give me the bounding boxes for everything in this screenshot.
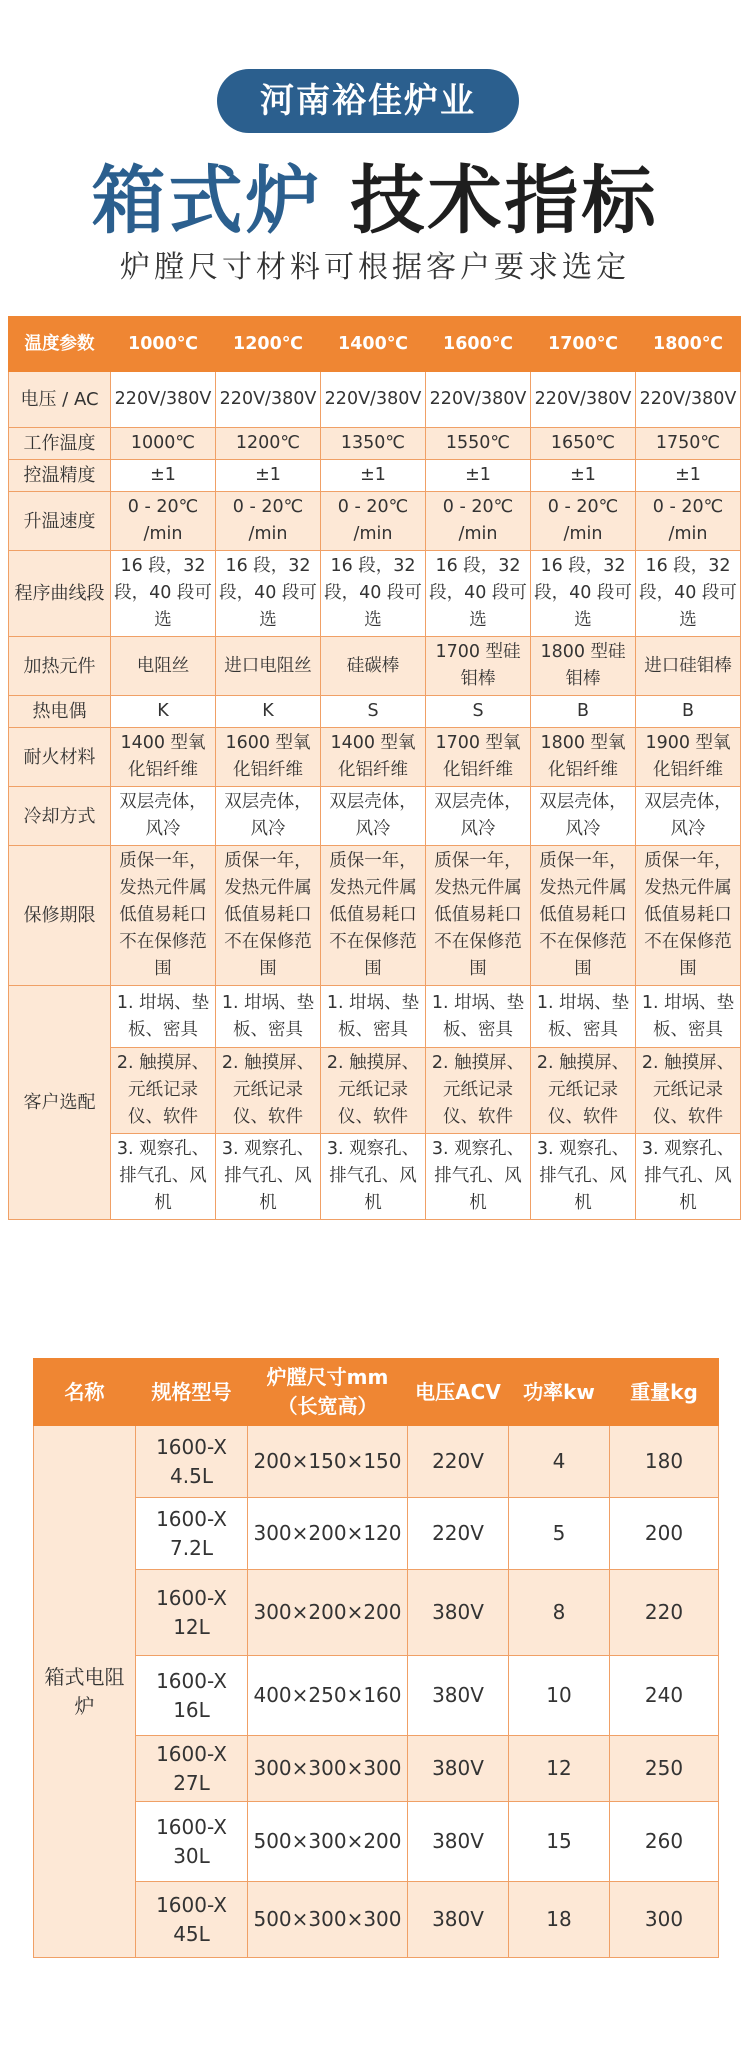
spec-cell: 硅碳棒: [321, 637, 426, 696]
model-size-cell: 300×300×300: [248, 1736, 408, 1802]
spec-cell: 16 段，32 段，40 段可选: [531, 551, 636, 637]
spec-cell: 0 - 20℃ /min: [111, 492, 216, 551]
spec-option-cell: 1. 坩埚、垫板、密具: [111, 986, 216, 1048]
spec-option-cell: 2. 触摸屏、元纸记录仪、软件: [216, 1048, 321, 1134]
spec-cell: 双层壳体，风冷: [216, 787, 321, 846]
spec-header-row: [9, 317, 741, 372]
spec-cell: K: [111, 696, 216, 728]
model-voltage-cell: 380V: [408, 1656, 509, 1736]
model-name-cell: 箱式电阻炉: [34, 1426, 136, 1958]
spec-option-cell: 2. 触摸屏、元纸记录仪、软件: [321, 1048, 426, 1134]
model-weight-cell: 260: [610, 1802, 719, 1882]
spec-row-label: 客户选配: [9, 986, 111, 1220]
model-table-body: [34, 1426, 719, 1958]
model-power-cell: 4: [509, 1426, 610, 1498]
spec-option-cell: 3. 观察孔、排气孔、风机: [216, 1134, 321, 1220]
model-table: [33, 1358, 719, 1958]
spec-cell: 220V/380V: [636, 372, 741, 428]
model-voltage-cell: 220V: [408, 1426, 509, 1498]
spec-cell: 质保一年，发热元件属低值易耗口不在保修范围: [321, 846, 426, 986]
spec-option-row: [9, 1134, 741, 1220]
spec-cell: 1700 型硅钼棒: [426, 637, 531, 696]
spec-column-header: 1600℃: [426, 317, 531, 372]
page-header: [0, 0, 750, 315]
spec-cell: 16 段，32 段，40 段可选: [636, 551, 741, 637]
model-row: [34, 1498, 719, 1570]
model-spec-cell: 1600-X 16L: [136, 1656, 248, 1736]
spec-option-cell: 3. 观察孔、排气孔、风机: [636, 1134, 741, 1220]
spec-row-label: 升温速度: [9, 492, 111, 551]
model-weight-cell: 240: [610, 1656, 719, 1736]
spec-cell: 0 - 20℃ /min: [531, 492, 636, 551]
spec-cell: 1900 型氧化铝纤维: [636, 728, 741, 787]
spec-option-cell: 1. 坩埚、垫板、密具: [636, 986, 741, 1048]
spec-row: [9, 372, 741, 428]
model-column-header: 规格型号: [136, 1359, 248, 1426]
model-power-cell: 15: [509, 1802, 610, 1882]
spec-cell: 0 - 20℃ /min: [426, 492, 531, 551]
spec-cell: 16 段，32 段，40 段可选: [216, 551, 321, 637]
spec-cell: 0 - 20℃ /min: [321, 492, 426, 551]
spec-row: [9, 637, 741, 696]
model-column-header: 重量kg: [610, 1359, 719, 1426]
spec-cell: 1550℃: [426, 428, 531, 460]
model-row: [34, 1656, 719, 1736]
model-power-cell: 5: [509, 1498, 610, 1570]
spec-table-body: [9, 372, 741, 1220]
spec-cell: 1400 型氧化铝纤维: [321, 728, 426, 787]
model-voltage-cell: 380V: [408, 1802, 509, 1882]
spec-cell: ±1: [111, 460, 216, 492]
spec-row: [9, 428, 741, 460]
spec-cell: K: [216, 696, 321, 728]
model-row: [34, 1882, 719, 1958]
title-part-2: 技术指标: [350, 158, 659, 244]
spec-option-cell: 1. 坩埚、垫板、密具: [531, 986, 636, 1048]
spec-cell: 0 - 20℃ /min: [636, 492, 741, 551]
model-column-header: 功率kw: [509, 1359, 610, 1426]
spec-row: [9, 492, 741, 551]
spec-cell: 1400 型氧化铝纤维: [111, 728, 216, 787]
spec-row: [9, 846, 741, 986]
model-size-cell: 500×300×200: [248, 1802, 408, 1882]
title-part-1: 箱式炉: [91, 158, 323, 244]
spec-cell: 220V/380V: [321, 372, 426, 428]
spec-row: [9, 728, 741, 787]
spec-option-cell: 2. 触摸屏、元纸记录仪、软件: [111, 1048, 216, 1134]
spec-cell: 220V/380V: [426, 372, 531, 428]
spec-cell: 1700 型氧化铝纤维: [426, 728, 531, 787]
spec-cell: 双层壳体，风冷: [321, 787, 426, 846]
model-weight-cell: 200: [610, 1498, 719, 1570]
spec-row-label: 冷却方式: [9, 787, 111, 846]
spec-option-cell: 2. 触摸屏、元纸记录仪、软件: [531, 1048, 636, 1134]
spec-cell: 质保一年，发热元件属低值易耗口不在保修范围: [216, 846, 321, 986]
model-weight-cell: 250: [610, 1736, 719, 1802]
spec-row-label: 加热元件: [9, 637, 111, 696]
spec-cell: 双层壳体，风冷: [426, 787, 531, 846]
model-weight-cell: 300: [610, 1882, 719, 1958]
spec-cell: ±1: [531, 460, 636, 492]
page-title: [0, 142, 750, 248]
spec-header-label: 温度参数: [9, 317, 111, 372]
spec-cell: 1600 型氧化铝纤维: [216, 728, 321, 787]
spec-column-header: 1800℃: [636, 317, 741, 372]
spec-cell: 电阻丝: [111, 637, 216, 696]
spec-row: [9, 551, 741, 637]
spec-cell: S: [426, 696, 531, 728]
spec-cell: 16 段，32 段，40 段可选: [111, 551, 216, 637]
model-weight-cell: 220: [610, 1570, 719, 1656]
spec-cell: 1350℃: [321, 428, 426, 460]
model-spec-cell: 1600-X 30L: [136, 1802, 248, 1882]
spec-cell: 双层壳体，风冷: [636, 787, 741, 846]
spec-cell: 220V/380V: [111, 372, 216, 428]
model-voltage-cell: 380V: [408, 1882, 509, 1958]
model-size-cell: 200×150×150: [248, 1426, 408, 1498]
spec-cell: 质保一年，发热元件属低值易耗口不在保修范围: [111, 846, 216, 986]
spec-cell: 1800 型氧化铝纤维: [531, 728, 636, 787]
spec-cell: 1800 型硅钼棒: [531, 637, 636, 696]
spec-row-label: 程序曲线段: [9, 551, 111, 637]
spec-cell: 质保一年，发热元件属低值易耗口不在保修范围: [426, 846, 531, 986]
spec-option-row: [9, 1048, 741, 1134]
model-spec-cell: 1600-X 7.2L: [136, 1498, 248, 1570]
spec-row-label: 电压 / AC: [9, 372, 111, 428]
spec-row-label: 热电偶: [9, 696, 111, 728]
spec-row-label: 保修期限: [9, 846, 111, 986]
model-column-header: 炉膛尺寸mm（长宽高）: [248, 1359, 408, 1426]
spec-cell: B: [531, 696, 636, 728]
spec-cell: 220V/380V: [216, 372, 321, 428]
model-column-header: 名称: [34, 1359, 136, 1426]
spec-cell: ±1: [636, 460, 741, 492]
spec-row-label: 工作温度: [9, 428, 111, 460]
spec-option-cell: 1. 坩埚、垫板、密具: [216, 986, 321, 1048]
model-row: [34, 1802, 719, 1882]
spec-cell: 220V/380V: [531, 372, 636, 428]
spec-option-cell: 1. 坩埚、垫板、密具: [426, 986, 531, 1048]
spec-cell: 1650℃: [531, 428, 636, 460]
spec-option-cell: 3. 观察孔、排气孔、风机: [531, 1134, 636, 1220]
model-column-header: 电压ACV: [408, 1359, 509, 1426]
page-subtitle: 炉膛尺寸材料可根据客户要求选定: [120, 250, 630, 285]
model-size-cell: 300×200×120: [248, 1498, 408, 1570]
model-header-row: [34, 1359, 719, 1426]
model-row: [34, 1426, 719, 1498]
spec-cell: B: [636, 696, 741, 728]
model-power-cell: 12: [509, 1736, 610, 1802]
model-spec-cell: 1600-X 4.5L: [136, 1426, 248, 1498]
spec-cell: 16 段，32 段，40 段可选: [426, 551, 531, 637]
model-power-cell: 8: [509, 1570, 610, 1656]
spec-cell: ±1: [321, 460, 426, 492]
spec-cell: 1000℃: [111, 428, 216, 460]
spec-column-header: 1400℃: [321, 317, 426, 372]
spec-table: [8, 316, 741, 1220]
spec-cell: ±1: [216, 460, 321, 492]
model-voltage-cell: 380V: [408, 1570, 509, 1656]
model-row: [34, 1736, 719, 1802]
model-voltage-cell: 380V: [408, 1736, 509, 1802]
spec-option-cell: 2. 触摸屏、元纸记录仪、软件: [636, 1048, 741, 1134]
spec-cell: 进口电阻丝: [216, 637, 321, 696]
spec-column-header: 1700℃: [531, 317, 636, 372]
model-weight-cell: 180: [610, 1426, 719, 1498]
spec-option-row: [9, 986, 741, 1048]
spec-cell: 进口硅钼棒: [636, 637, 741, 696]
spec-cell: 1200℃: [216, 428, 321, 460]
model-row: [34, 1570, 719, 1656]
spec-option-cell: 2. 触摸屏、元纸记录仪、软件: [426, 1048, 531, 1134]
spec-cell: ±1: [426, 460, 531, 492]
spec-row: [9, 787, 741, 846]
spec-cell: 1750℃: [636, 428, 741, 460]
spec-row: [9, 696, 741, 728]
model-size-cell: 400×250×160: [248, 1656, 408, 1736]
model-size-cell: 300×200×200: [248, 1570, 408, 1656]
brand-badge: 河南裕佳炉业: [217, 69, 519, 133]
spec-cell: 质保一年，发热元件属低值易耗口不在保修范围: [531, 846, 636, 986]
spec-column-header: 1200℃: [216, 317, 321, 372]
spec-option-cell: 3. 观察孔、排气孔、风机: [321, 1134, 426, 1220]
model-spec-cell: 1600-X 27L: [136, 1736, 248, 1802]
model-power-cell: 10: [509, 1656, 610, 1736]
model-size-cell: 500×300×300: [248, 1882, 408, 1958]
model-voltage-cell: 220V: [408, 1498, 509, 1570]
spec-cell: 0 - 20℃ /min: [216, 492, 321, 551]
spec-option-cell: 3. 观察孔、排气孔、风机: [111, 1134, 216, 1220]
spec-cell: 质保一年，发热元件属低值易耗口不在保修范围: [636, 846, 741, 986]
model-spec-cell: 1600-X 45L: [136, 1882, 248, 1958]
spec-cell: 双层壳体，风冷: [531, 787, 636, 846]
spec-cell: S: [321, 696, 426, 728]
spec-row: [9, 460, 741, 492]
spec-cell: 双层壳体，风冷: [111, 787, 216, 846]
model-power-cell: 18: [509, 1882, 610, 1958]
model-spec-cell: 1600-X 12L: [136, 1570, 248, 1656]
spec-option-cell: 1. 坩埚、垫板、密具: [321, 986, 426, 1048]
spec-column-header: 1000℃: [111, 317, 216, 372]
spec-row-label: 耐火材料: [9, 728, 111, 787]
spec-option-cell: 3. 观察孔、排气孔、风机: [426, 1134, 531, 1220]
spec-cell: 16 段，32 段，40 段可选: [321, 551, 426, 637]
spec-row-label: 控温精度: [9, 460, 111, 492]
